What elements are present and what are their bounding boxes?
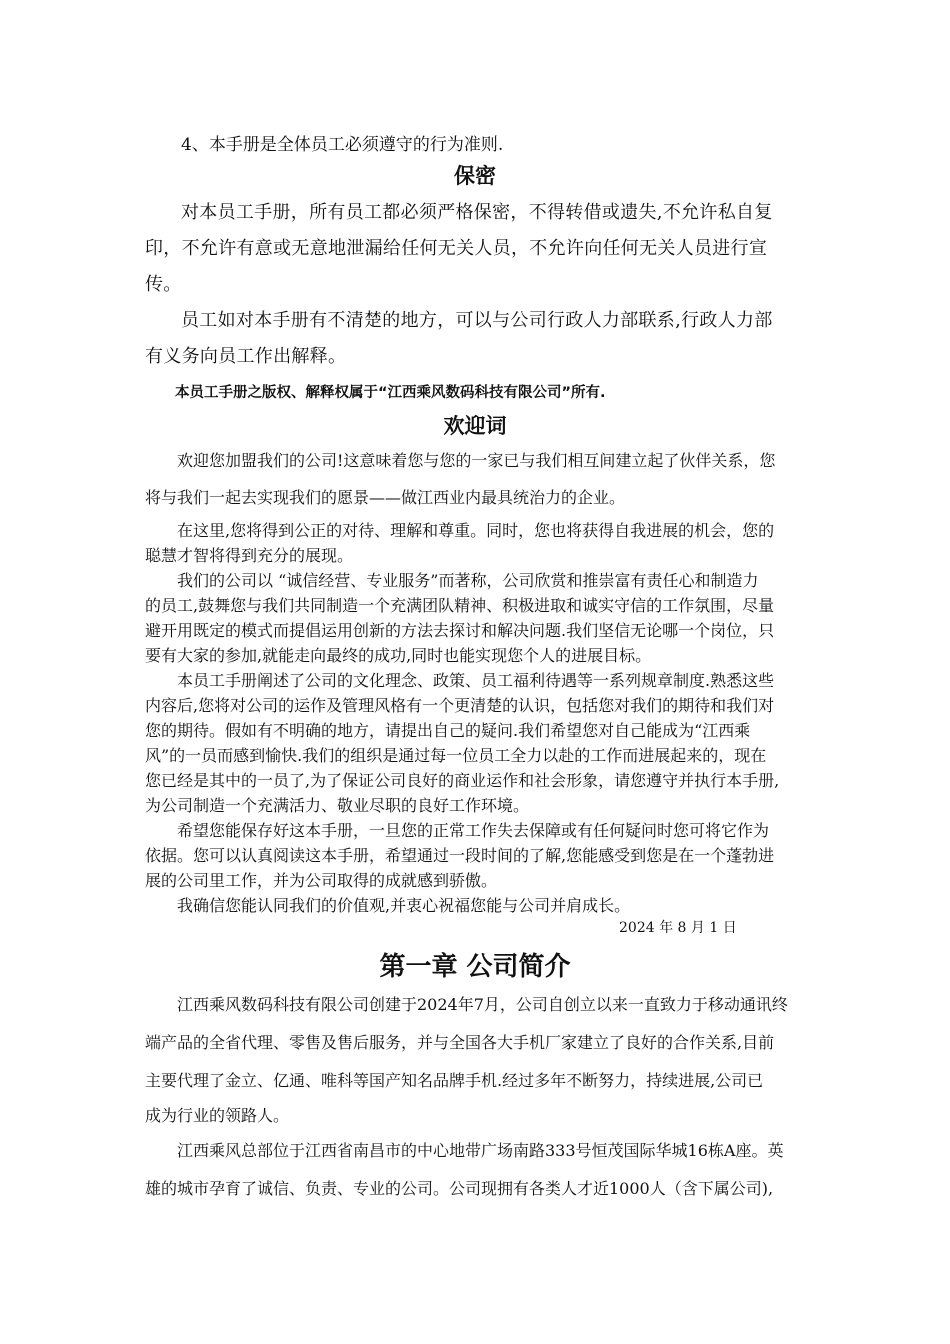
- chapter-1-heading: 第一章 公司简介: [379, 952, 571, 982]
- welcome-line: 避开用既定的模式而提倡运用创新的方法去探讨和解决问题.我们坚信无论哪一个岗位，只: [145, 621, 775, 640]
- welcome-line: 欢迎您加盟我们的公司!这意味着您与您的一家已与我们相互间建立起了伙伴关系，您: [177, 451, 776, 470]
- welcome-line: 依据。您可以认真阅读这本手册，希望通过一段时间的了解,您能感受到您是在一个蓬勃进: [145, 846, 775, 865]
- welcome-line: 为公司制造一个充满活力、敬业尽职的良好工作环境。: [145, 796, 530, 815]
- welcome-line: 您的期待。假如有不明确的地方，请提出自己的疑问.我们希望您对自己能成为“江西乘: [145, 721, 751, 740]
- welcome-line: 您已经是其中的一员了,为了保证公司良好的商业运作和社会形象，请您遵守并执行本手册,: [145, 771, 780, 790]
- welcome-line: 我们的公司以 “诚信经营、专业服务”而著称，公司欣赏和推崇富有责任心和制造力: [177, 571, 759, 590]
- copyright-note: 本员工手册之版权、解释权属于“江西乘风数码科技有限公司”所有.: [175, 385, 606, 401]
- welcome-line: 我确信您能认同我们的价值观,并衷心祝福您能与公司并肩成长。: [177, 896, 631, 915]
- confidential-p1-line-2: 印，不允许有意或无意地泄漏给任何无关人员，不允许向任何无关人员进行宣: [145, 238, 768, 259]
- welcome-line: 将与我们一起去实现我们的愿景——做江西业内最具统治力的企业。: [145, 488, 626, 507]
- welcome-date: 2024 年 8 月 1 日: [619, 920, 737, 936]
- welcome-line: 的员工,鼓舞您与我们共同制造一个充满团队精神、积极进取和诚实守信的工作氛围，尽量: [145, 596, 775, 615]
- welcome-line: 内容后,您将对公司的运作及管理风格有一个更清楚的认识，包括您对我们的期待和我们对: [145, 696, 775, 715]
- welcome-line: 在这里,您将得到公正的对待、理解和尊重。同时，您也将获得自我进展的机会，您的: [177, 521, 775, 540]
- welcome-line: 本员工手册阐述了公司的文化理念、政策、员工福利待遇等一系列规章制度.熟悉这些: [177, 671, 775, 690]
- chapter-1-line: 江西乘风总部位于江西省南昌市的中心地带广场南路333号恒茂国际华城16栋A座。英: [177, 1141, 784, 1160]
- confidential-p1-line-1: 对本员工手册，所有员工都必须严格保密，不得转借或遗失,不允许私自复: [181, 202, 773, 223]
- chapter-1-line: 端产品的全省代理、零售及售后服务，并与全国各大手机厂家建立了良好的合作关系,目前: [145, 1033, 775, 1052]
- welcome-line: 要有大家的参加,就能走向最终的成功,同时也能实现您个人的进展目标。: [145, 646, 652, 665]
- welcome-line: 展的公司里工作，并为公司取得的成就感到骄傲。: [145, 871, 498, 890]
- confidential-heading: 保密: [454, 164, 496, 188]
- confidential-p2-line-2: 有义务向员工作出解释。: [145, 346, 347, 367]
- chapter-1-line: 雄的城市孕育了诚信、负责、专业的公司。公司现拥有各类人才近1000人（含下属公司),: [145, 1179, 774, 1198]
- welcome-line: 风”的一员而感到愉快.我们的组织是通过每一位员工全力以赴的工作而进展起来的，现在: [145, 746, 767, 765]
- chapter-1-line: 江西乘风数码科技有限公司创建于2024年7月，公司自创立以来一直致力于移动通讯终: [177, 995, 788, 1014]
- rule-4: 4、本手册是全体员工必须遵守的行为准则.: [181, 135, 504, 155]
- welcome-heading: 欢迎词: [443, 414, 507, 438]
- confidential-p1-line-3: 传。: [145, 274, 182, 295]
- chapter-1-line: 成为行业的领路人。: [145, 1106, 290, 1125]
- confidential-p2-line-1: 员工如对本手册有不清楚的地方，可以与公司行政人力部联系,行政人力部: [181, 310, 773, 331]
- chapter-1-line: 主要代理了金立、亿通、唯科等国产知名品牌手机.经过多年不断努力，持续进展,公司已: [145, 1071, 764, 1090]
- welcome-line: 聪慧才智将得到充分的展现。: [145, 546, 354, 565]
- welcome-line: 希望您能保存好这本手册，一旦您的正常工作失去保障或有任何疑问时您可将它作为: [177, 821, 770, 840]
